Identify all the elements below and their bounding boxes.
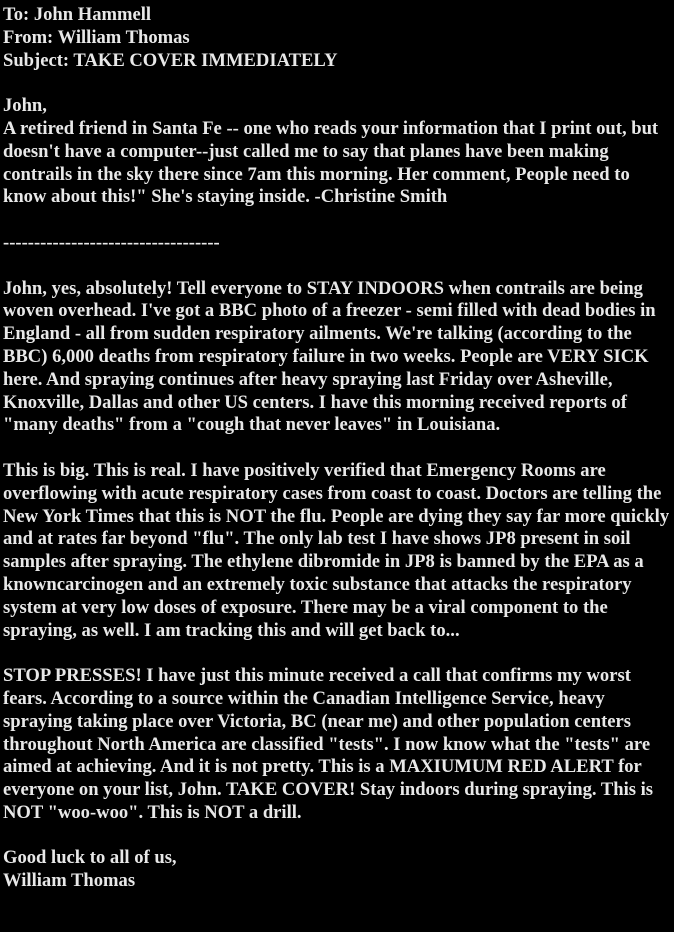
separator-line xyxy=(3,232,674,255)
closing-line: Good luck to all of us, xyxy=(3,847,177,869)
reply-paragraph-text: John, yes, absolutely! Tell everyone to STAY INDOORS when contrails are being woven overhead. I've got a BBC photo of a freezer - semi filled with dead bodies in England - all from sudden respiratory ailments. We're talking (according to the BBC) 6,000 deaths from respiratory failure in two weeks. People are VERY SICK here. And spraying continues after heavy spraying last Friday over Asheville, Knoxville, Dallas and other US centers. I have this morning received reports of "many deaths" from a "cough that never leaves" in Louisiana. xyxy=(3,277,656,436)
reply-paragraph-1 xyxy=(3,278,674,438)
reply-paragraph-2 xyxy=(3,460,674,642)
forwarded-message xyxy=(3,95,674,209)
email-header xyxy=(3,4,674,72)
reply-paragraph-3 xyxy=(3,665,674,825)
greeting: John, xyxy=(3,95,47,117)
signature-name: William Thomas xyxy=(3,870,136,892)
separator-text: ----------------------------------- xyxy=(3,231,220,253)
reply-paragraph-text: This is big. This is real. I have positively verified that Emergency Rooms are overflowing with acute respiratory cases from coast to coast. Doctors are telling the New York Times that this is NOT the flu. People are dying they say far more quickly and at rates far beyond "flu". The only lab test I have shows JP8 present in soil samples after spraying. The ethylene dibromide in JP8 is banned by the EPA as a knowncarcinogen and an extremely toxic substance that attacks the respiratory system at very low doses of exposure. There may be a viral component to the spraying, as well. I am tracking this and will get back to... xyxy=(3,459,670,641)
to-line: To: John Hammell xyxy=(3,4,152,25)
forwarded-message-body: A retired friend in Santa Fe -- one who reads your information that I print out, but doesn't have a computer--just called me to say that planes have been making contrails in the sky there since 7am this morning. Her comment, People need to know about this!" She's staying inside. -Christine Smith xyxy=(3,117,659,208)
from-line: From: William Thomas xyxy=(3,26,190,48)
signoff xyxy=(3,847,674,893)
subject-line: Subject: TAKE COVER IMMEDIATELY xyxy=(3,49,338,71)
reply-paragraph-text: STOP PRESSES! I have just this minute received a call that confirms my worst fears. According to a source within the Canadian Intelligence Service, heavy spraying taking place over Victoria, BC (near me) and other population centers throughout North America are classified "tests". I now know what the "tests" are aimed at achieving. And it is not pretty. This is a MAXIUMUM RED ALERT for everyone on your list, John. TAKE COVER! Stay indoors during spraying. This is NOT "woo-woo". This is NOT a drill. xyxy=(3,665,654,823)
